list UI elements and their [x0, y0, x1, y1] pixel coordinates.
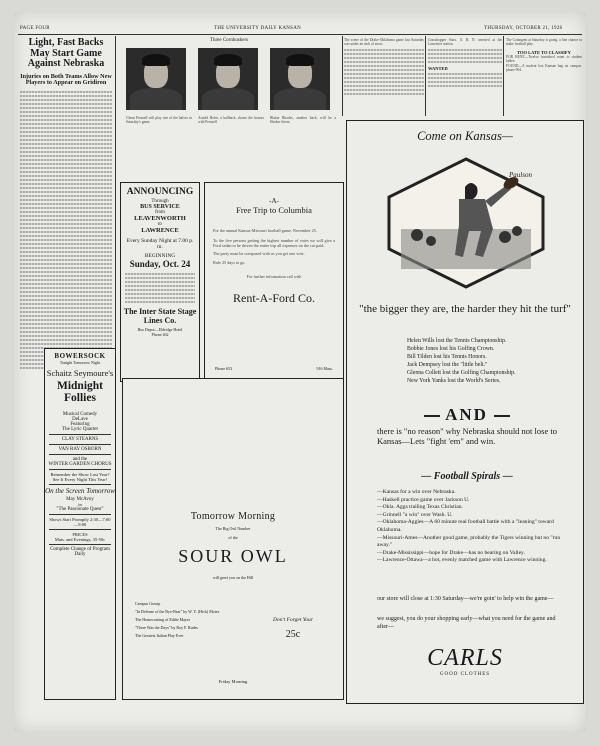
carls-reason: there is "no reason" why Nebraska should not lose to Kansas—Lets "fight 'em" and win. — [377, 426, 557, 446]
lead-body-text — [20, 91, 112, 369]
fact-5: Glenna Collett lost the Golfing Championship. — [407, 370, 516, 376]
bus-depot: Bus Depot—Eldridge Hotel — [137, 327, 183, 332]
act-8: WINTER GARDEN CHORUS — [48, 462, 112, 468]
prices-label: PRICES — [72, 532, 88, 538]
program-change: Complete Change of Program Daily — [50, 547, 110, 558]
bus-start-date: Sunday, Oct. 24 — [129, 259, 191, 269]
content-2: "In Defense of the Bye-Bear" by W. Y. (Hick) Motes — [135, 609, 220, 614]
sour-owl-contents — [135, 601, 245, 638]
sour-owl-title: SOUR OWL — [178, 546, 288, 566]
act-2: DeLave — [72, 417, 88, 423]
news-column-a — [344, 38, 424, 97]
show-title-2: Follies — [64, 391, 96, 404]
sour-owl-pre-title: The Big Owl Number — [215, 526, 251, 531]
theater-name: BOWERSOCK — [54, 352, 106, 360]
found-ad: FOUND—A student lost Kansan bag on campus, phone 904. — [506, 63, 582, 73]
and-divider — [407, 405, 527, 425]
player-photo-1 — [126, 48, 186, 110]
carls-headline: Come on Kansas— — [417, 129, 513, 143]
news-text-c: The Cotangent at Saturday is going, a fine chance to make football play. — [506, 38, 582, 47]
act-4: The Lyric Quartet — [62, 427, 98, 433]
fact-4: Jack Dempsey lost the "little belt." — [407, 362, 488, 368]
prices-value: Mats. and Evenings, 35-50c — [54, 537, 106, 543]
act-1: Musical Comedy — [62, 412, 98, 418]
spiral-8: —Lawrence-Ottawa—a hot, evenly matched game with Lawrence winning. — [377, 557, 547, 564]
spiral-2: —Haskell practice game over Jackson U. — [377, 496, 470, 503]
photo-caption-3: Blaine Rhodes, another back, will be a Husker threat. — [270, 116, 336, 125]
sour-owl-date: Friday Morning — [218, 679, 248, 684]
movie-star: May McAvoy — [66, 497, 94, 503]
act-3: Featuring — [70, 422, 90, 428]
sour-owl-price: 25c — [285, 629, 301, 640]
content-4: "There Was the Days" by Roy F. Rudes — [135, 625, 198, 630]
illustration-badge: Paulson — [509, 171, 532, 179]
bus-destination: LAWRENCE — [141, 227, 179, 234]
bus-through: Through — [151, 199, 169, 204]
rent-a-ford-name: Rent-A-Ford Co. — [233, 291, 315, 306]
theater-opening: Tonight Tomorrow Night — [59, 360, 101, 365]
lead-subhead: Injuries on Both Teams Allow New Players to Appear on Gridiron — [20, 72, 112, 86]
photo-caption-1: Glenn Presnell will play one of the halves in Saturday's game. — [126, 116, 192, 125]
spiral-6: —Missouri-Ames—Another good game, probably the Tigers winning but no "run away." — [377, 534, 561, 549]
wanted-label: WANTED — [428, 65, 448, 71]
spiral-1: —Kansas for a win over Nebraska. — [377, 489, 456, 495]
spirals-heading: — Football Spirals — — [421, 471, 513, 482]
rent-a-ford-phone: Phone 653 — [215, 366, 232, 371]
sour-owl-tomorrow: Tomorrow Morning — [190, 511, 276, 522]
for-rent-ad: FOR RENT—Twelve furnished room to student ladies. — [506, 54, 582, 64]
carls-facts — [407, 337, 577, 385]
and-word: AND — [445, 405, 488, 424]
carls-closing-2: we suggest, you do your shopping early—what you need for the game and after— — [377, 616, 556, 630]
columbia-text-2: To the five persons getting the highest number of votes we will give a Ford sedan to be driven the entire trip all expenses on the car paid. — [213, 238, 335, 248]
lead-headline: Light, Fast Backs May Start Game Against Nebraska — [27, 37, 105, 69]
on-screen-heading: On the Screen Tomorrow — [45, 487, 115, 496]
columbia-title: Free Trip to Columbia — [236, 205, 312, 215]
news-text-a: The scene of the Drake-Oklahoma game last Saturday was under an inch of snow. — [344, 38, 424, 47]
fact-1: Helen Wills lost the Tennis Championship. — [407, 338, 507, 344]
lead-story — [20, 38, 112, 371]
classify-label: TOO LATE TO CLASSIFY — [517, 49, 571, 55]
act-7: and the — [72, 457, 88, 463]
spirals-title: Football Spirals — [433, 471, 501, 482]
spirals-list — [377, 489, 567, 565]
bus-to: to — [158, 222, 162, 227]
football-illustration — [387, 157, 545, 289]
show-title-1: Midnight — [56, 379, 103, 392]
rent-a-ford-address: 916 Mass. — [316, 366, 333, 371]
columbia-text-4: Rule 25 days to go. — [213, 259, 246, 265]
news-column-b — [428, 38, 502, 89]
issue-date: THURSDAY, OCTOBER 21, 1926 — [484, 26, 563, 31]
bus-service-ad — [120, 182, 200, 382]
carls-clothes-ad — [346, 120, 584, 704]
photo-section — [118, 38, 340, 188]
spiral-7: —Drake-Mississippi—hope for Drake—has no bearing on Valley. — [377, 549, 525, 556]
news-text-b: Grasshopper Stars, A. B. N. arrested at the Lawrence station. — [428, 38, 502, 47]
carls-closing-1: our store will close at 1:30 Saturday—we're goin' to help win the game— — [377, 596, 554, 602]
show-remember: Remember the Show Last Year? See It Every Night This Year! — [50, 472, 110, 483]
newspaper-page — [14, 12, 586, 732]
football-player-image — [387, 157, 545, 289]
photo-caption-2: Arnold Holm, a halfback, shares the honors with Presnell. — [198, 116, 264, 125]
columbia-text-5: For further information call with — [246, 274, 302, 280]
content-3: The Homecoming of Eddie Mayer — [135, 617, 191, 622]
movie-title: "The Passionate Quest" — [56, 507, 104, 513]
columbia-trip-ad — [204, 182, 344, 382]
column-rule — [342, 36, 343, 116]
fact-2: Bobbie Jones lost his Golfing Crown. — [407, 346, 495, 352]
bus-service: BUS SERVICE — [140, 204, 180, 210]
spiral-3: —Okla. Aggs trailing Texas Christian. — [377, 504, 463, 511]
bowersock-theater-ad — [44, 348, 116, 700]
paper-name: THE UNIVERSITY DAILY KANSAN — [214, 26, 302, 31]
news-column-c — [506, 38, 582, 72]
sour-owl-of-the: of the — [228, 535, 238, 540]
bus-company: The Inter State Stage Lines Co. — [123, 307, 197, 325]
carls-logo-text: CARLS — [427, 645, 503, 671]
player-photo-2 — [198, 48, 258, 110]
act-6: VAN RAY OSBORN — [58, 447, 102, 453]
columbia-prefix: -A- — [269, 197, 279, 205]
content-1: Campus Gossip — [135, 601, 161, 606]
sour-owl-reminder: Don't Forget Your — [273, 617, 313, 623]
movie-in: in — [78, 502, 82, 508]
carls-logo — [407, 645, 523, 677]
masthead-rule — [18, 34, 582, 35]
column-rule — [115, 36, 116, 356]
act-5: CLAY STEARNS — [61, 437, 99, 443]
bus-beginning: BEGINNING — [144, 253, 176, 259]
fact-3: Bill Tilden lost his Tennis Honors. — [407, 354, 487, 360]
columbia-text-3: The party must be composed with us you get one vote. — [213, 251, 305, 257]
player-photo-3 — [270, 48, 330, 110]
columbia-text-1: For the annual Kansas-Missouri football game, November 25. — [213, 228, 317, 233]
page-label: PAGE FOUR — [20, 26, 50, 31]
sour-owl-ad — [122, 378, 344, 700]
photo-caption-title: Three Cornhuskers — [209, 38, 249, 43]
sour-owl-sub: will greet you on the Hill — [212, 575, 254, 580]
carls-quote: "the bigger they are, the harder they hit the turf" — [359, 303, 571, 315]
bus-phone: Phone 262 — [151, 332, 169, 337]
spiral-5: —Oklahoma-Aggies—A 60 minute real football battle with a "leaning" toward Oklahoma. — [377, 519, 554, 533]
column-rule — [503, 36, 504, 116]
show-times: Shows Start Promptly 2:30—7:00—9:00 — [49, 517, 111, 528]
carls-logo-sub: GOOD CLOTHES — [439, 672, 491, 677]
show-presenter: Schaitz Seymoure's — [46, 368, 114, 378]
bus-ad-title: ANNOUNCING — [126, 187, 194, 197]
column-rule — [425, 36, 426, 116]
content-5: The Greatest Italian Play Ever — [135, 633, 184, 638]
bus-schedule: Every Sunday Night at 7.00 p. m. — [126, 238, 194, 250]
bus-origin: LEAVENWORTH — [134, 215, 186, 222]
fact-6: New York Yanks lost the World's Series. — [407, 378, 501, 384]
bus-from: from — [155, 210, 165, 215]
spiral-4: —Grinnell "a win" over Wash. U. — [377, 511, 453, 518]
